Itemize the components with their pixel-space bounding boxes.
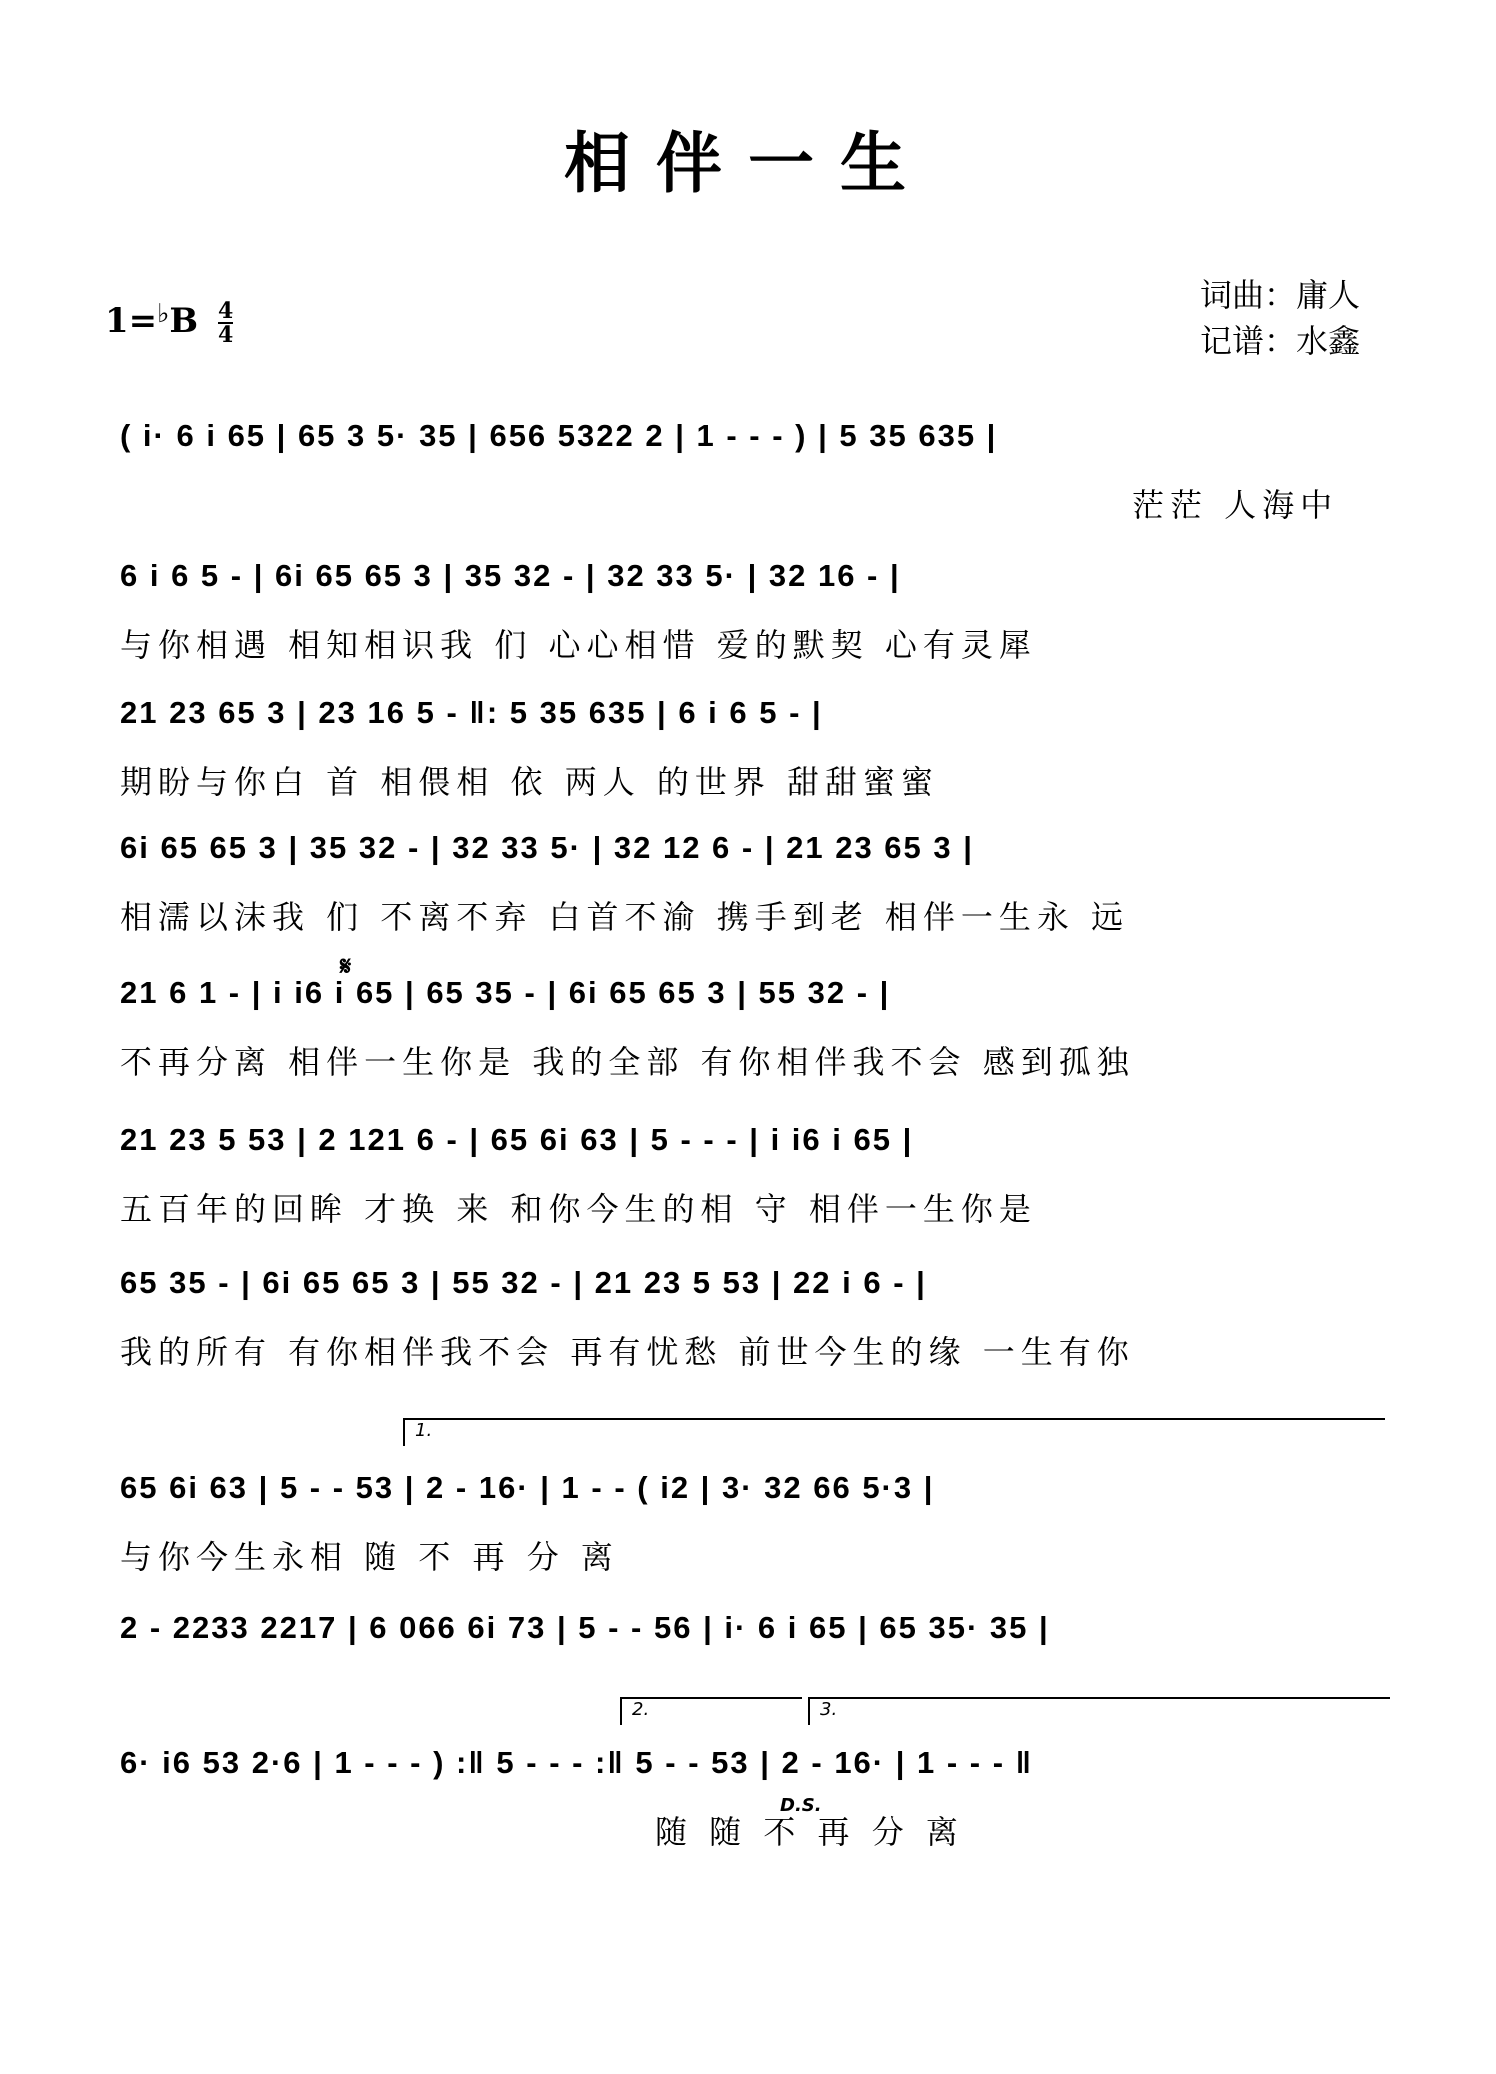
time-top: 4 <box>218 298 234 324</box>
notes: 21 6 1 - | i i6 i 65 | 65 35 - | 6i 65 65 3 | 55 32 - | <box>120 975 891 1010</box>
time-bottom: 4 <box>218 322 234 348</box>
lyrics: 相濡以沫我 们 不离不弃 白首不渝 携手到老 相伴一生永 远 <box>120 898 1130 936</box>
lyrics: 与你今生永相 随 不 再 分 离 <box>120 1538 619 1576</box>
notes: 21 23 5 53 | 2 121 6 - | 65 6i 63 | 5 - - - | i i6 i 65 | <box>120 1122 914 1157</box>
credit-lyrics-music: 词曲：庸人 <box>1200 276 1361 314</box>
key-signature <box>105 300 233 346</box>
notes: 6i 65 65 3 | 35 32 - | 32 33 5· | 32 12 6 - | 21 23 65 3 | <box>120 830 974 865</box>
credit-transcriber: 记谱：水鑫 <box>1200 322 1361 360</box>
segno-sign: 𝄋 <box>340 952 352 982</box>
time-signature <box>218 300 233 346</box>
ds-marking: D.S. <box>780 1795 822 1816</box>
notes: 6· i6 53 2·6 | 1 - - - ) :‖ 5 - - - :‖ 5 - - 53 | 2 - 16· | 1 - - - ‖ <box>120 1745 1034 1780</box>
volta-2: 2. <box>620 1697 802 1725</box>
notes: 6 i 6 5 - | 6i 65 65 3 | 35 32 - | 32 33 5· | 32 16 - | <box>120 558 901 593</box>
credits <box>1200 272 1360 364</box>
lyrics: 五百年的回眸 才换 来 和你今生的相 守 相伴一生你是 <box>120 1190 1037 1228</box>
lyrics: 茫茫 人海中 <box>1132 486 1339 524</box>
page-title: 相伴一生 <box>564 124 932 202</box>
notes: 65 35 - | 6i 65 65 3 | 55 32 - | 21 23 5 53 | 22 i 6 - | <box>120 1265 927 1300</box>
notes: 21 23 65 3 | 23 16 5 - ‖: 5 35 635 | 6 i 6 5 - | <box>120 695 823 730</box>
lyrics: 不再分离 相伴一生你是 我的全部 有你相伴我不会 感到孤独 <box>120 1043 1135 1081</box>
notes: 2 - 2233 2217 | 6 066 6i 73 | 5 - - 56 | i· 6 i 65 | 65 35· 35 | <box>120 1610 1050 1645</box>
lyrics: 随 随 不 再 分 离 <box>655 1813 964 1851</box>
notes: ( i· 6 i 65 | 65 3 5· 35 | 656 5322 2 | 1 - - - ) | 5 35 635 | <box>120 418 998 453</box>
volta-3: 3. <box>808 1697 1390 1725</box>
flat-sign: ♭ <box>157 299 170 329</box>
key-prefix: 1= <box>105 301 158 341</box>
lyrics: 期盼与你白 首 相偎相 依 两人 的世界 甜甜蜜蜜 <box>120 763 940 801</box>
key-note: B <box>169 301 199 341</box>
lyrics: 我的所有 有你相伴我不会 再有忧愁 前世今生的缘 一生有你 <box>120 1333 1135 1371</box>
lyrics: 与你相遇 相知相识我 们 心心相惜 爱的默契 心有灵犀 <box>120 626 1037 664</box>
notes: 65 6i 63 | 5 - - 53 | 2 - 16· | 1 - - ( i2 | 3· 32 66 5·3 | <box>120 1470 935 1505</box>
volta-1: 1. <box>403 1418 1385 1446</box>
